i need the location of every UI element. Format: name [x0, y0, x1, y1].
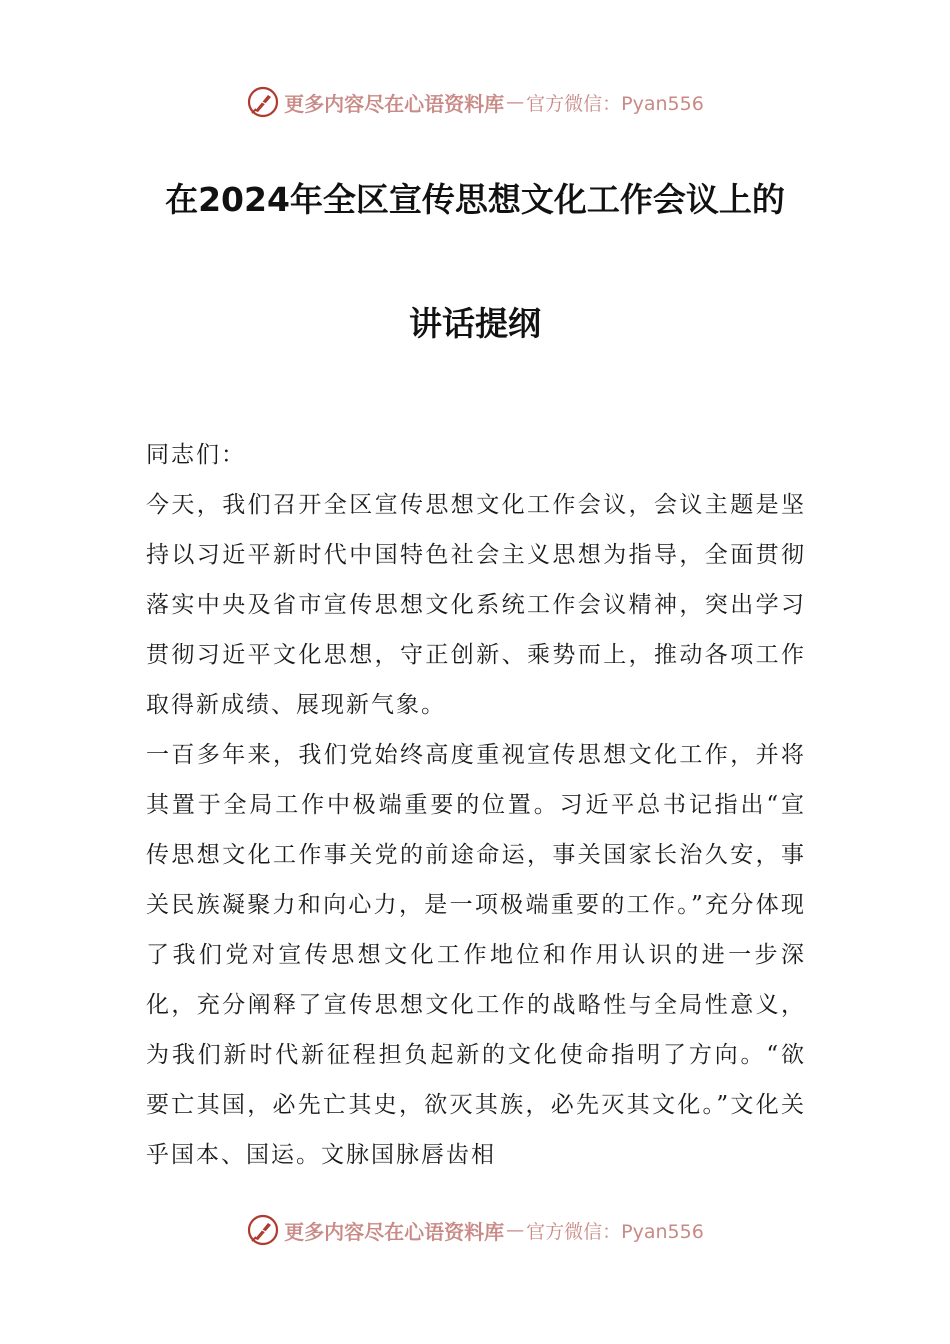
watermark-contact: 官方微信：Pyan556	[526, 1220, 704, 1243]
watermark-banner-top	[0, 82, 950, 122]
body-paragraph: 一百多年来，我们党始终高度重视宣传思想文化工作，并将其置于全局工作中极端重要的位置。习近平总书记指出“宣传思想文化工作事关党的前途命运，事关国家长治久安，事关民族凝聚力和向心力，是一项极端重要的工作。”充分体现了我们党对宣传思想文化工作地位和作用认识的进一步深化，充分阐释了宣传思想文化工作的战略性与全局性意义，为我们新时代新征程担负起新的文化使命指明了方向。“欲要亡其国，必先亡其史，欲灭其族，必先灭其文化。”文化关乎国本、国运。文脉国脉唇齿相	[146, 742, 806, 1168]
watermark-banner-bottom	[0, 1210, 950, 1250]
document-title-line-2: 讲话提纲	[409, 304, 541, 343]
watermark-separator: —	[506, 1219, 525, 1241]
document-title-line-1: 在2024年全区宣传思想文化工作会议上的	[165, 180, 785, 219]
salutation: 同志们：	[146, 442, 246, 468]
quill-logo-icon	[246, 85, 280, 119]
watermark-contact: 官方微信：Pyan556	[526, 92, 704, 115]
document-body	[146, 430, 806, 1170]
body-paragraph: 今天，我们召开全区宣传思想文化工作会议，会议主题是坚持以习近平新时代中国特色社会主义思想为指导，全面贯彻落实中央及省市宣传思想文化系统工作会议精神，突出学习贯彻习近平文化思想，守正创新、乘势而上，推动各项工作取得新成绩、展现新气象。	[146, 492, 806, 718]
watermark-separator: —	[506, 91, 525, 113]
watermark-brand: 更多内容尽在心语资料库	[284, 1219, 505, 1244]
watermark-brand: 更多内容尽在心语资料库	[284, 91, 505, 116]
quill-logo-icon	[246, 1213, 280, 1247]
